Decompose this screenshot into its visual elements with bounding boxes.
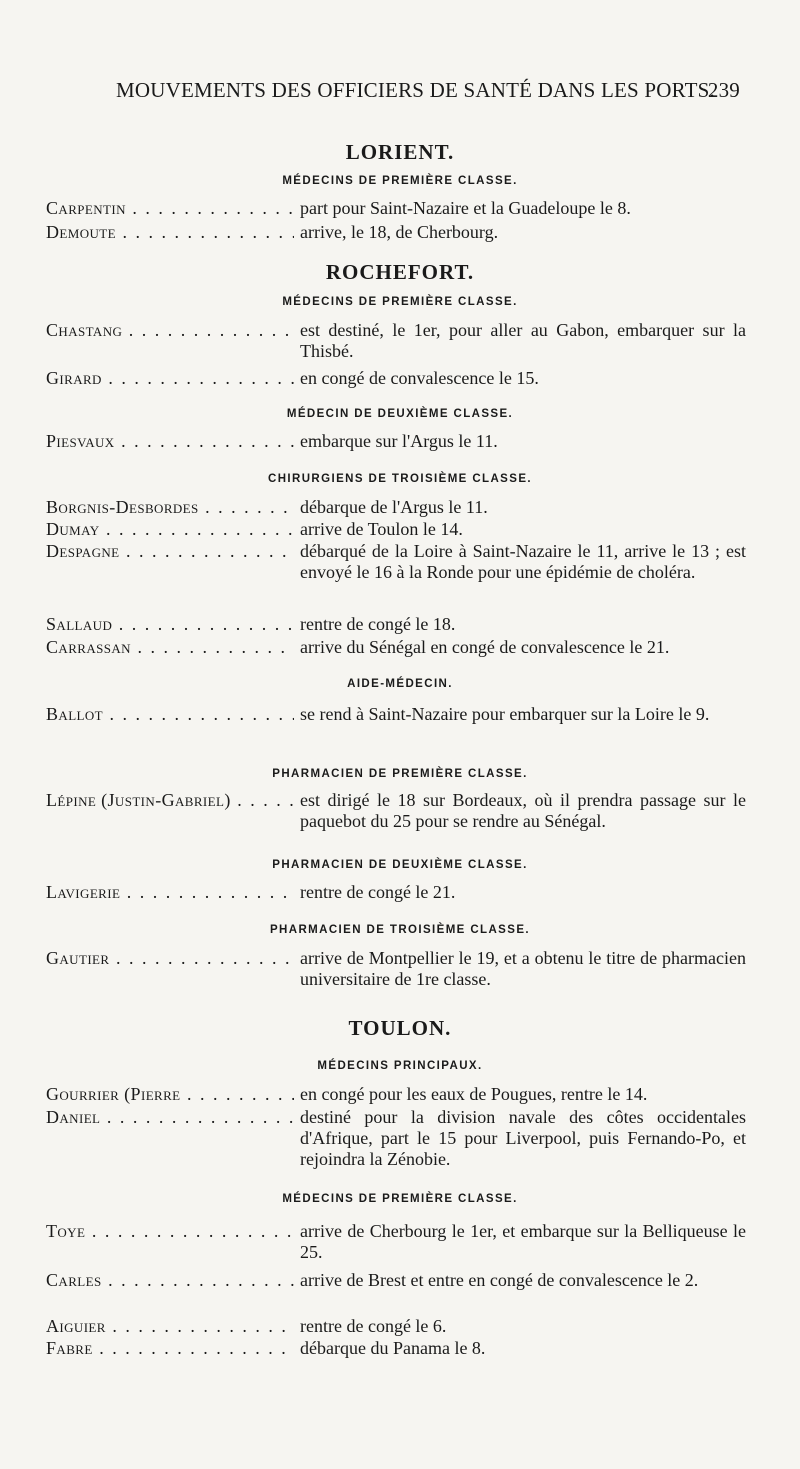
movement-text: en congé de convalescence le 15. xyxy=(300,368,539,388)
officer-name: Lavigerie . . . xyxy=(46,882,294,903)
class-heading: AIDE-MÉDECIN. xyxy=(347,678,453,690)
movement-text: arrive de Brest et entre en congé de convalescence le 2. xyxy=(300,1270,699,1290)
movement-text: en congé pour les eaux de Pougues, rentre le 14. xyxy=(300,1084,648,1104)
movement-text: débarque du Panama le 8. xyxy=(300,1338,486,1358)
class-heading: MÉDECINS DE PREMIÈRE CLASSE. xyxy=(282,1193,518,1205)
officer-name: Toye . . . xyxy=(46,1221,294,1242)
page-number: 239 xyxy=(707,78,740,102)
movement-text: rentre de congé le 6. xyxy=(300,1316,447,1336)
officer-name: Carrassan . . . xyxy=(46,637,294,658)
officer-name: Demoute . . . xyxy=(46,222,294,243)
officer-name: Gautier . . . xyxy=(46,948,294,969)
movement-text: arrive de Montpellier le 19, et a obtenu le titre de pharmacien universitaire de 1re classe. xyxy=(300,948,746,989)
officer-name: Gourrier (Pierre . . . xyxy=(46,1084,294,1105)
class-heading: MÉDECINS PRINCIPAUX. xyxy=(317,1060,483,1072)
class-heading: MÉDECINS DE PREMIÈRE CLASSE. xyxy=(282,175,518,187)
officer-name: Girard . . . xyxy=(46,368,294,389)
port-heading-toulon: TOULON. xyxy=(348,1016,452,1040)
class-heading: PHARMACIEN DE PREMIÈRE CLASSE. xyxy=(272,768,528,780)
movement-text: destiné pour la division navale des côtes occidentales d'Afrique, part le 15 pour Liverpool, puis Fernando-Po, et rejoindra la Zénobie. xyxy=(300,1107,746,1169)
officer-name: Despagne . . . xyxy=(46,541,294,562)
movement-text: rentre de congé le 21. xyxy=(300,882,456,902)
movement-text: arrive du Sénégal en congé de convalescence le 21. xyxy=(300,637,670,657)
officer-name: Chastang . . . xyxy=(46,320,294,341)
movement-text: arrive de Cherbourg le 1er, et embarque sur la Belliqueuse le 25. xyxy=(300,1221,746,1262)
movement-text: arrive, le 18, de Cherbourg. xyxy=(300,222,499,242)
officer-name: Carpentin . . . xyxy=(46,198,294,219)
movement-text: embarque sur l'Argus le 11. xyxy=(300,431,498,451)
class-heading: PHARMACIEN DE DEUXIÈME CLASSE. xyxy=(272,859,528,871)
officer-name: Daniel . . . xyxy=(46,1107,294,1128)
movement-text: arrive de Toulon le 14. xyxy=(300,519,463,539)
officer-name: Ballot . . . xyxy=(46,704,294,725)
running-header xyxy=(116,78,740,103)
class-heading: MÉDECINS DE PREMIÈRE CLASSE. xyxy=(282,296,518,308)
officer-name: Dumay . . . xyxy=(46,519,294,540)
movement-text: débarque de l'Argus le 11. xyxy=(300,497,488,517)
movement-text: se rend à Saint-Nazaire pour embarquer sur la Loire le 9. xyxy=(300,704,710,724)
class-heading: MÉDECIN DE DEUXIÈME CLASSE. xyxy=(286,408,514,420)
officer-name: Piesvaux . . . xyxy=(46,431,294,452)
officer-name: Aiguier . . . xyxy=(46,1316,294,1337)
port-heading-rochefort: ROCHEFORT. xyxy=(325,260,475,284)
movement-text: est dirigé le 18 sur Bordeaux, où il prendra passage sur le paquebot du 25 pour se rendre au Sénégal. xyxy=(300,790,746,831)
port-heading-lorient: LORIENT. xyxy=(345,140,455,164)
class-heading: CHIRURGIENS DE TROISIÈME CLASSE. xyxy=(268,473,532,485)
officer-name: Sallaud . . . xyxy=(46,614,294,635)
running-title: MOUVEMENTS DES OFFICIERS DE SANTÉ DANS LES PORTS. xyxy=(116,78,715,102)
officer-name: Fabre . . . xyxy=(46,1338,294,1359)
movement-text: est destiné, le 1er, pour aller au Gabon, embarquer sur la Thisbé. xyxy=(300,320,746,361)
movement-text: part pour Saint-Nazaire et la Guadeloupe le 8. xyxy=(300,198,631,218)
class-heading: PHARMACIEN DE TROISIÈME CLASSE. xyxy=(269,924,530,936)
officer-name: Borgnis-Desbordes . . . xyxy=(46,497,294,518)
movement-text: rentre de congé le 18. xyxy=(300,614,456,634)
officer-name: Lépine (Justin-Gabriel) . . . xyxy=(46,790,294,811)
movement-text: débarqué de la Loire à Saint-Nazaire le 11, arrive le 13 ; est envoyé le 16 à la Ronde pour une épidémie de choléra. xyxy=(300,541,746,582)
officer-name: Carles . . . xyxy=(46,1270,294,1291)
